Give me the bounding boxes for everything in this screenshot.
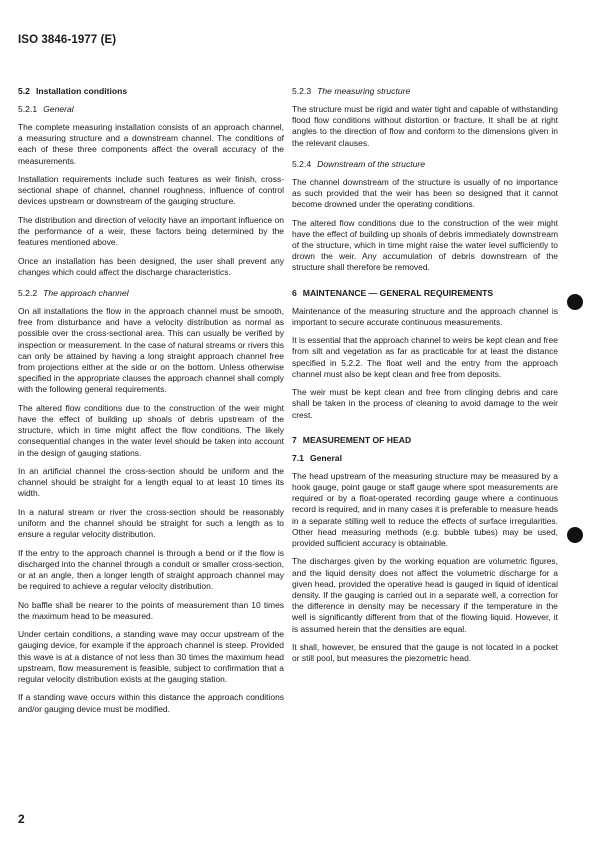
paragraph: In a natural stream or river the cross-section should be reasonably uniform and the channel should be straight for such a length as to ensure a regular velocity distribution. — [18, 506, 284, 540]
margin-dot-icon — [567, 527, 583, 543]
paragraph: If the entry to the approach channel is through a bend or if the flow is discharged into the channel through a conduit or smaller cross-section, or at an angle, then a longer length of straight approach channel may be required to achieve a regular velocity distribution. — [18, 547, 284, 592]
right-column — [292, 86, 558, 672]
paragraph: Installation requirements include such features as weir finish, cross-sectional shape of channel, channel roughness, influence of control devices upstream or downstream of the gauging structure. — [18, 174, 284, 207]
paragraph: The channel downstream of the structure is usually of no importance as such provided that the weir has been so designed that it cannot become drowned under the operating conditions. — [292, 176, 558, 210]
section-title: General — [43, 104, 74, 114]
paragraph: The head upstream of the measuring structure may be measured by a hook gauge, point gauge or staff gauge where spot measurements are required or by a float-operated recording gauge where a continuous record is required, and in many cases it is preferable to measure heads in a separate stilling well to reduce the effects of surface irregularities. Other head measuring methods (e.g. bubble tubes) may be used, provided sufficient accuracy is obtainable. — [292, 470, 558, 549]
paragraph: Under certain conditions, a standing wave may occur upstream of the gauging device, for example if the approach channel is steep. Provided this wave is at a distance of not less than 30 times the maximum head upstream, flow measurement is feasible, subject to confirmation that a regular velocity distribution exists at the gauging station. — [18, 629, 284, 685]
section-title: The approach channel — [43, 288, 129, 298]
section-title: General — [309, 452, 342, 463]
heading-5-2 — [18, 86, 284, 97]
heading-5-2-3 — [292, 86, 558, 97]
heading-7-1 — [292, 453, 558, 464]
paragraph: It is essential that the approach channel to weirs be kept clean and free from silt and vegetation as far as practicable for at least the distance specified in 5.2.2. The float well and the entry from the approach channel must also be kept clean and free from deposits. — [292, 335, 558, 379]
section-title: Installation conditions — [35, 86, 128, 96]
heading-5-2-4 — [292, 159, 558, 170]
paragraph: Once an installation has been designed, the user shall prevent any changes which could affect the discharge characteristics. — [18, 255, 284, 277]
section-number: 5.2 — [18, 86, 30, 96]
section-title: MAINTENANCE — GENERAL REQUIREMENTS — [302, 287, 494, 298]
section-title: MEASUREMENT OF HEAD — [302, 434, 412, 445]
paragraph: The structure must be rigid and water tight and capable of withstanding flood flow conditions without distortion or fracture. It shall be at right angles to the direction of flow and conform to the dimensions given in the relevant clauses. — [292, 104, 558, 148]
paragraph: No baffle shall be nearer to the points of measurement than 10 times the maximum head to be measured. — [18, 599, 284, 621]
section-number: 7.1 — [292, 452, 304, 463]
paragraph: It shall, however, be ensured that the gauge is not located in a pocket or still pool, but measures the piezometric head. — [292, 642, 558, 664]
section-number: 7 — [292, 434, 297, 445]
section-number: 6 — [292, 287, 297, 298]
paragraph: In an artificial channel the cross-section should be uniform and the channel should be straight for a length equal to at least 10 times its width. — [18, 466, 284, 499]
heading-5-2-2 — [18, 288, 284, 299]
section-title: Downstream of the structure — [317, 158, 426, 169]
paragraph: If a standing wave occurs within this distance the approach conditions and/or gauging device must be modified. — [18, 692, 284, 714]
margin-dot-icon — [567, 294, 583, 310]
section-number: 5.2.3 — [292, 86, 312, 96]
paragraph: The weir must be kept clean and free from clinging debris and care shall be taken in the process of cleaning to avoid damage to the weir crest. — [292, 387, 558, 420]
paragraph: The complete measuring installation consists of an approach channel, a measuring structure and a downstream channel. The conditions of each of these three components affect the overall accuracy of the measurements. — [18, 122, 284, 166]
section-title: The measuring structure — [317, 86, 411, 96]
page-number: 2 — [18, 812, 25, 826]
section-number: 5.2.4 — [292, 158, 312, 169]
heading-6 — [292, 288, 558, 299]
left-column — [18, 86, 284, 722]
paragraph: On all installations the flow in the approach channel must be smooth, free from disturbance and have a velocity distribution as normal as possible over the cross-sectional area. This can usually be verified by inspection or measurement. In the case of natural streams or rivers this can only be attained by having a long straight approach channel free from projections either at the side or on the bottom. Unless otherwise specified in the appropriate clauses the approach channel shall comply with the following general requirements. — [18, 306, 284, 395]
section-number: 5.2.2 — [18, 288, 38, 298]
paragraph: The distribution and direction of velocity have an important influence on the performance of a weir, these factors being determined by the features mentioned above. — [18, 214, 284, 248]
paragraph: The discharges given by the working equation are volumetric figures, and the liquid density does not affect the volumetric discharge for a given head, provided the operative head is gauged in liquid of identical density. If the gauging is carried out in a separate well, a correction for the difference in density may be necessary if the temperature in the well is significantly different from that of the flowing liquid. However, it is assumed herein that the densities are equal. — [292, 556, 558, 634]
document-header: ISO 3846-1977 (E) — [18, 34, 117, 46]
paragraph: The altered flow conditions due to the construction of the weir might have the effect of building up shoals of debris immediately downstream of the structure, which in time might raise the water level sufficiently to drown the weir. Any accumulation of debris downstream of the structure shall therefore be removed. — [292, 217, 558, 273]
heading-7 — [292, 435, 558, 446]
paragraph: The altered flow conditions due to the construction of the weir might have the effect of building up shoals of debris upstream of the structure, which in time might affect the flow conditions. The likely consequential changes in the water level should be taken into account in the design of gauging stations. — [18, 402, 284, 458]
heading-5-2-1 — [18, 104, 284, 115]
section-number: 5.2.1 — [18, 104, 38, 114]
paragraph: Maintenance of the measuring structure and the approach channel is important to secure accurate continuous measurements. — [292, 305, 558, 327]
